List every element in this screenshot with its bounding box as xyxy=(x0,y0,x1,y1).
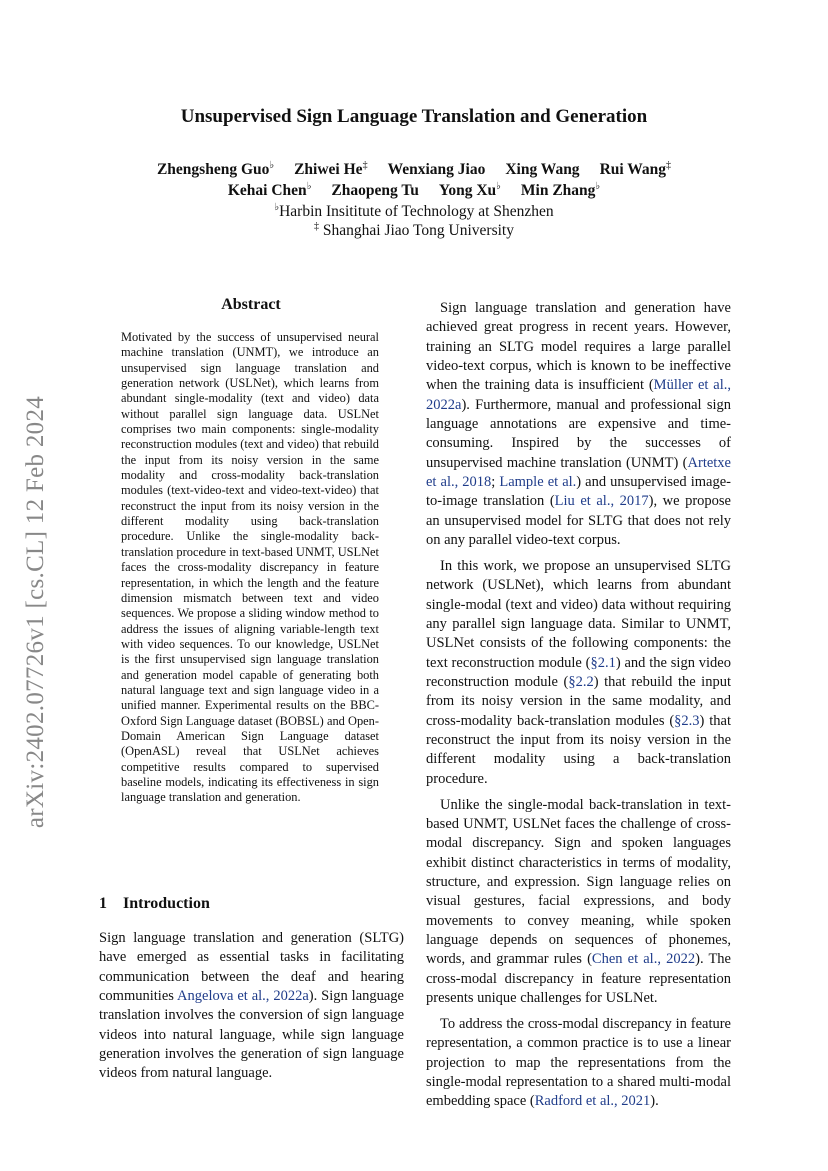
author-name: Xing Wang xyxy=(505,161,580,179)
authors-line-1 xyxy=(0,160,828,179)
author-name: Rui Wang‡ xyxy=(599,160,672,179)
citation-link[interactable]: Lample et al. xyxy=(499,474,577,491)
author-affiliation-mark: ‡ xyxy=(362,160,368,171)
affiliation-mark: ♭ xyxy=(274,202,280,213)
affiliation-text: Shanghai Jiao Tong University xyxy=(319,222,514,240)
paper-title: Unsupervised Sign Language Translation and Generation xyxy=(180,106,648,127)
author-affiliation-mark: ‡ xyxy=(666,160,672,171)
paragraph: In this work, we propose an unsupervised SLTG network (USLNet), which learns from abundant single-modal (text and video) data without requiring any parallel sign language data. Similar to UNMT, USLNet consists of the following components: the text reconstruction module (§2.1) and the sign video reconstruction module (§2.2) that rebuild the input from its noisy version in the same modality, and cross-modality back-translation modules (§2.3) that reconstruct the input from its noisy version in the different modality using a back-translation procedure. xyxy=(426,557,731,787)
author-affiliation-mark: ♭ xyxy=(306,181,312,192)
right-column xyxy=(426,299,731,1112)
citation-link[interactable]: Radford et al., 2021 xyxy=(534,1093,651,1110)
citation-link[interactable]: Müller et al., 2022a xyxy=(426,377,731,413)
abstract-body: Motivated by the success of unsupervised neural machine translation (UNMT), we introduce an unsupervised sign language translation and generation network (USLNet), which learns from abundant single-modality (text and video) data without parallel sign language data. USLNet comprises two main components: single-modality reconstruction modules (text and video) that rebuild the input from its noisy version in the same modality and cross-modality back-translation modules (text-video-text and video-text-video) that reconstruct the input from its noisy version in the different modality using back-translation procedure. Unlike the single-modality back-translation procedure in text-based UNMT, USLNet faces the cross-modality discrepancy in feature representation, in which the length and the feature dimension mismatch between text and video sequences. We propose a sliding window method to address the issues of aligning variable-length text with video sequences. To our knowledge, USLNet is the first unsupervised sign language translation and generation model capable of generating both natural language text and sign language video in a unified manner. Experimental results on the BBC-Oxford Sign Language dataset (BOBSL) and Open-Domain American Sign Language dataset (OpenASL) reveal that USLNet achieves competitive results compared to supervised baseline models, indicating its effectiveness in sign language translation and generation. xyxy=(121,330,379,805)
arxiv-identifier-label: arXiv:2402.07726v1 [cs.CL] 12 Feb 2024 xyxy=(22,395,49,829)
paragraph: To address the cross-modal discrepancy in feature representation, a common practice is to use a linear projection to map the representations from the single-modal representation to a shared multi-modal embedding space (Radford et al., 2021). xyxy=(426,1015,731,1110)
affiliation-mark: ‡ xyxy=(314,221,320,232)
author-name: Kehai Chen♭ xyxy=(227,181,312,200)
paragraph: Sign language translation and generation have achieved great progress in recent years. However, training an SLTG model requires a large parallel video-text corpus, which is known to be ineffective when the training data is insufficient (Müller et al., 2022a). Furthermore, manual and professional sign language annotations are expensive and time-consuming. Inspired by the successes of unsupervised machine translation (UNMT) (Artetxe et al., 2018; Lample et al.) and unsupervised image-to-image translation (Liu et al., 2017), we propose an unsupervised model for SLTG that does not rely on any parallel video-text corpus. xyxy=(426,300,731,549)
section-title: Introduction xyxy=(123,895,210,912)
citation-link[interactable]: Chen et al., 2022 xyxy=(591,951,696,968)
section-number: 1 xyxy=(99,895,107,912)
citation-link[interactable]: §2.1 xyxy=(590,654,616,671)
affiliation-text: Harbin Insititute of Technology at Shenzhen xyxy=(279,203,554,221)
paragraph: Sign language translation and generation (SLTG) have emerged as essential tasks in facilitating communication between the deaf and hearing communities Angelova et al., 2022a). Sign language translation involves the conversion of sign language videos into natural language, while sign language generation involves the generation of sign language videos from natural language. xyxy=(99,930,404,1082)
author-name: Zhengsheng Guo♭ xyxy=(156,160,275,179)
affiliation-1 xyxy=(0,202,828,221)
citation-link[interactable]: Angelova et al., 2022a xyxy=(177,988,309,1005)
citation-link[interactable]: §2.3 xyxy=(674,712,700,729)
citation-link[interactable]: Artetxe et al., 2018 xyxy=(426,454,731,491)
author-name: Min Zhang♭ xyxy=(520,181,601,200)
paragraph: Unlike the single-modal back-translation in text-based UNMT, USLNet faces the challenge of cross-modal discrepancy. Sign and spoken languages exhibit distinct characteristics in terms of modality, structure, and expression. Sign language relies on visual gestures, facial expressions, and body movements to convey meaning, while spoken language depends on sequences of phonemes, words, and grammar rules (Chen et al., 2022). The cross-modal discrepancy in feature representation presents unique challenges for USLNet. xyxy=(426,796,731,1007)
author-name: Wenxiang Jiao xyxy=(387,161,486,179)
citation-link[interactable]: §2.2 xyxy=(568,674,594,691)
section-heading-introduction xyxy=(99,895,210,913)
introduction-left-column xyxy=(99,929,404,1084)
abstract-heading: Abstract xyxy=(221,296,281,313)
author-affiliation-mark: ♭ xyxy=(496,181,501,192)
authors-line-2 xyxy=(0,181,828,200)
author-name: Zhiwei He‡ xyxy=(294,160,368,179)
author-name: Yong Xu♭ xyxy=(438,181,501,200)
affiliation-2 xyxy=(0,221,828,240)
author-affiliation-mark: ♭ xyxy=(595,181,601,192)
author-name: Zhaopeng Tu xyxy=(331,182,419,200)
citation-link[interactable]: Liu et al., 2017 xyxy=(554,493,649,510)
author-affiliation-mark: ♭ xyxy=(269,160,275,171)
